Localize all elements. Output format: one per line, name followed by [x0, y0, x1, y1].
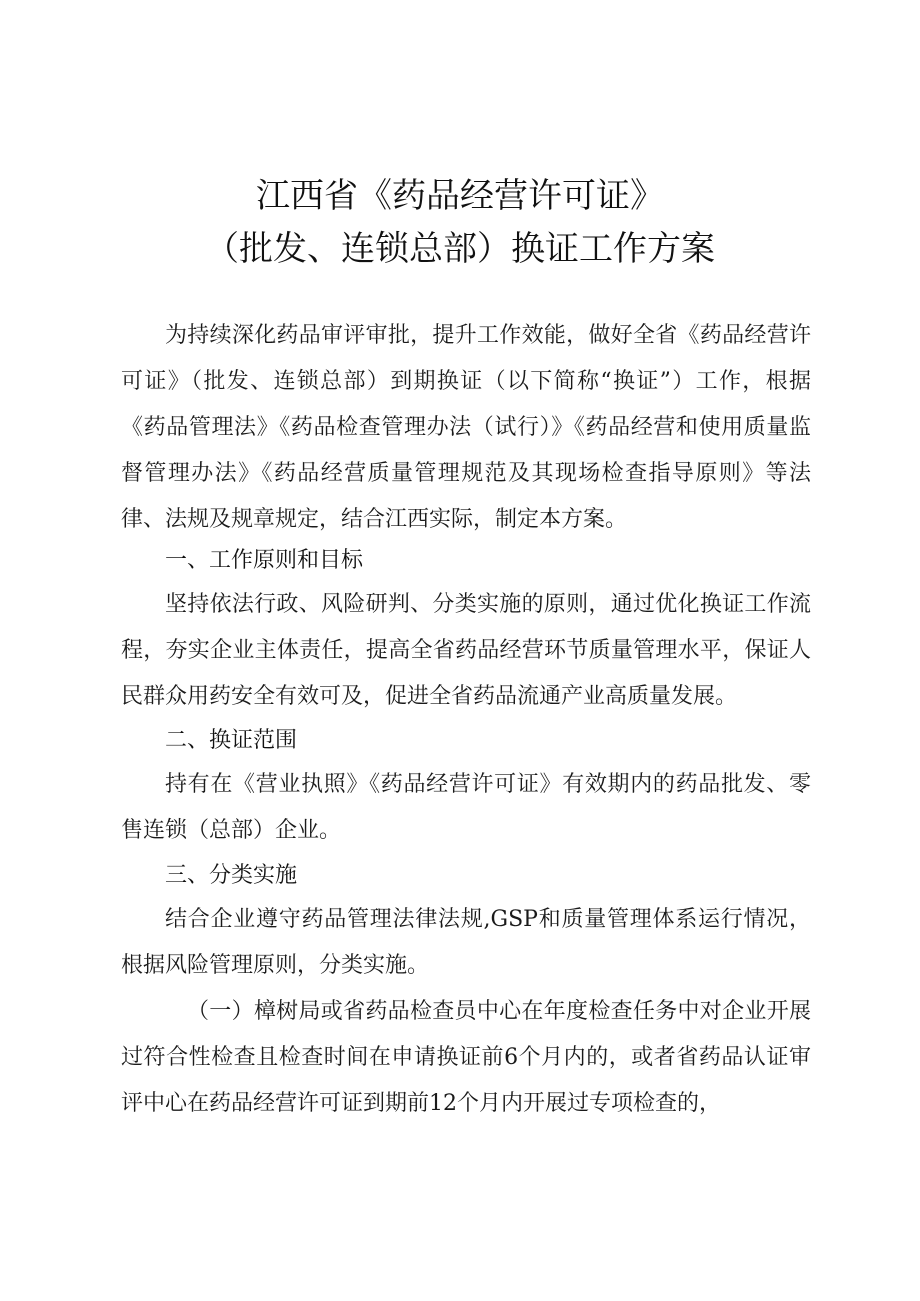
document-title-line-1: 江西省《药品经营许可证》 — [256, 176, 664, 216]
section-body-scope: 持有在《营业执照》《药品经营许可证》有效期内的药品批发、零售连锁（总部）企业。 — [121, 772, 811, 843]
section-body-principles: 坚持依法行政、风险研判、分类实施的原则，通过优化换证工作流程，夯实企业主体责任，提高全省药品经营环节质量管理水平，保证人民群众用药安全有效可及，促进全省药品流通产业高质量发展。 — [121, 592, 811, 709]
document-title-line-2: （批发、连锁总部）换证工作方案 — [205, 229, 715, 269]
section-body-classification: 结合企业遵守药品管理法律法规,GSP和质量管理体系运行情况，根据风险管理原则，分类实施。 — [121, 907, 811, 978]
intro-paragraph: 为持续深化药品审评审批，提升工作效能，做好全省《药品经营许可证》（批发、连锁总部）到期换证（以下简称“换证”）工作，根据《药品管理法》《药品检查管理办法（试行）》《药品经营和使用质量监督管理办法》《药品经营质量管理规范及其现场检查指导原则》等法律、法规及规章规定，结合江西实际，制定本方案。 — [121, 323, 811, 532]
item-1-paragraph: （一）樟树局或省药品检查员中心在年度检查任务中对企业开展过符合性检查且检查时间在申请换证前6个月内的，或者省药品认证审评中心在药品经营许可证到期前12个月内开展过专项检查的， — [121, 999, 811, 1116]
section-heading-classification: 三、分类实施 — [165, 863, 298, 888]
section-heading-principles: 一、工作原则和目标 — [165, 548, 364, 573]
section-heading-scope: 二、换证范围 — [165, 728, 298, 753]
